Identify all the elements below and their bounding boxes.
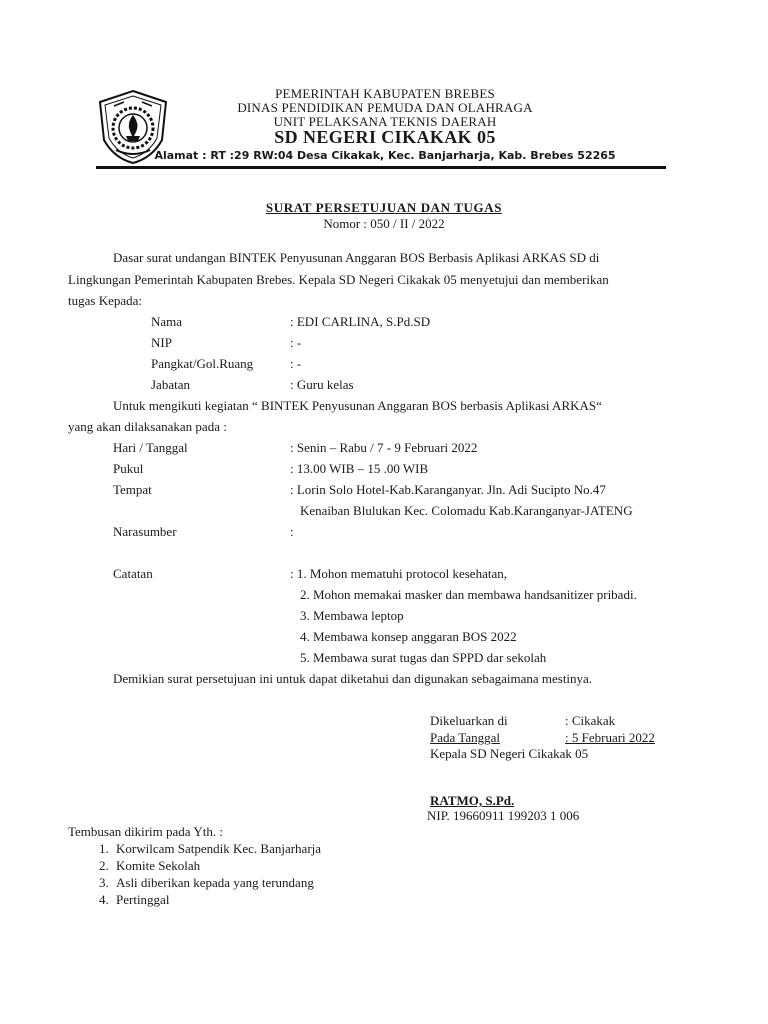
signatory-name: RATMO, S.Pd.: [430, 793, 515, 808]
pukul-value: : 13.00 WIB – 15 .00 WIB: [290, 461, 429, 476]
signatory-nip: NIP. 19660911 199203 1 006: [427, 808, 580, 823]
tembusan-list: [68, 840, 321, 908]
catatan-item: 5. Membawa surat tugas dan SPPD dar sekolah: [300, 650, 547, 665]
letter-number: Nomor : 050 / II / 2022: [323, 216, 445, 231]
issued-place-value: : Cikakak: [565, 713, 616, 728]
header-unit: UNIT PELAKSANA TEKNIS DAERAH: [273, 114, 497, 129]
narasumber-value: :: [290, 524, 294, 539]
nip-label: NIP: [151, 335, 172, 350]
activity-line-1: Untuk mengikuti kegiatan “ BINTEK Penyusunan Anggaran BOS berbasis Aplikasi ARKAS“: [113, 398, 602, 413]
jabatan-value: : Guru kelas: [290, 377, 354, 392]
hari-value: : Senin – Rabu / 7 - 9 Februari 2022: [290, 440, 478, 455]
intro-line-1: Dasar surat undangan BINTEK Penyusunan Anggaran BOS Berbasis Aplikasi ARKAS SD di: [113, 250, 600, 265]
catatan-item: 3. Membawa leptop: [300, 608, 404, 623]
header-government: PEMERINTAH KABUPATEN BREBES: [275, 86, 495, 101]
list-item: 2. Komite Sekolah: [112, 857, 321, 874]
hari-label: Hari / Tanggal: [113, 440, 188, 455]
jabatan-label: Jabatan: [151, 377, 190, 392]
nama-label: Nama: [151, 314, 183, 329]
intro-line-3: tugas Kepada:: [68, 293, 143, 308]
signatory-position: Kepala SD Negeri Cikakak 05: [430, 746, 589, 761]
list-item: 3. Asli diberikan kepada yang terundang: [112, 874, 321, 891]
catatan-item: : 1. Mohon mematuhi protocol kesehatan,: [290, 566, 507, 581]
closing-statement: Demikian surat persetujuan ini untuk dapat diketahui dan digunakan sebagaimana mestinya.: [113, 671, 593, 686]
catatan-item: 4. Membawa konsep anggaran BOS 2022: [300, 629, 517, 644]
tempat-value: : Lorin Solo Hotel-Kab.Karanganyar. Jln. Adi Sucipto No.47: [290, 482, 606, 497]
header-department: DINAS PENDIDIKAN PEMUDA DAN OLAHRAGA: [237, 100, 533, 115]
catatan-label: Catatan: [113, 566, 153, 581]
tempat-label: Tempat: [113, 482, 152, 497]
tembusan-heading: Tembusan dikirim pada Yth. :: [68, 824, 223, 839]
letter-title: SURAT PERSETUJUAN DAN TUGAS: [265, 200, 503, 215]
catatan-item: 2. Mohon memakai masker dan membawa handsanitizer pribadi.: [300, 587, 637, 602]
nama-value: : EDI CARLINA, S.Pd.SD: [290, 314, 431, 329]
header-school-name: SD NEGERI CIKAKAK 05: [274, 127, 496, 147]
header-address: Alamat : RT :29 RW:04 Desa Cikakak, Kec. Banjarharja, Kab. Brebes 52265: [154, 149, 616, 162]
issued-place-label: Dikeluarkan di: [430, 713, 508, 728]
letterhead-divider: [96, 166, 666, 169]
issued-date-label: Pada Tanggal: [430, 730, 500, 745]
list-item: 4. Pertinggal: [112, 891, 321, 908]
narasumber-label: Narasumber: [113, 524, 177, 539]
activity-line-2: yang akan dilaksanakan pada :: [68, 419, 227, 434]
pukul-label: Pukul: [113, 461, 144, 476]
list-item: 1. Korwilcam Satpendik Kec. Banjarharja: [112, 840, 321, 857]
intro-line-2: Lingkungan Pemerintah Kabupaten Brebes. Kepala SD Negeri Cikakak 05 menyetujui dan memberikan: [68, 272, 609, 287]
issued-date-value: : 5 Februari 2022: [565, 730, 655, 745]
pangkat-value: : -: [290, 356, 302, 371]
tempat-value-continued: Kenaiban Blulukan Kec. Colomadu Kab.Karanganyar-JATENG: [300, 503, 633, 518]
pangkat-label: Pangkat/Gol.Ruang: [151, 356, 254, 371]
nip-value: : -: [290, 335, 302, 350]
